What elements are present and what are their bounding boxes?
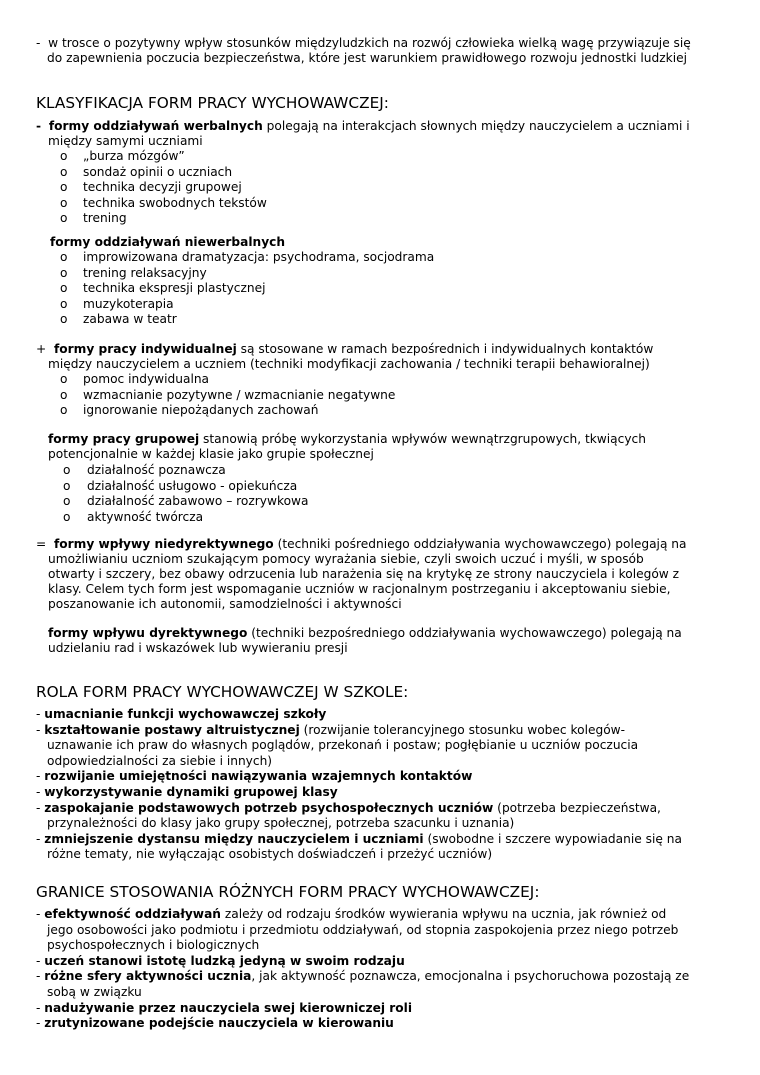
nonverbal-title-text: formy oddziaływań niewerbalnych: [50, 235, 286, 249]
limits-continuation: psychospołecznych i biologicznych: [47, 938, 260, 953]
verbal-forms-line-1: [36, 119, 690, 134]
nonverbal-forms-item: improwizowana dramatyzacja: psychodrama, socjodrama: [83, 250, 435, 264]
nonverbal-forms-item: technika ekspresji plastycznej: [83, 281, 266, 296]
verbal-forms-item: technika swobodnych tekstów: [83, 195, 267, 210]
nondirective-line-2: umożliwianiu uczniom szukającym pomocy wyrażania siebie, czyli swoich uczuć i myśli, w sposób: [48, 552, 644, 566]
role-dash: -: [36, 722, 45, 737]
group-forms-bullet: o: [63, 494, 71, 509]
verbal-forms-bullet: o: [60, 211, 68, 226]
section-heading-limits: GRANICE STOSOWANIA RÓŻNYCH FORM PRACY WYCHOWAWCZEJ:: [36, 883, 540, 901]
nonverbal-forms-bullet: o: [60, 281, 68, 296]
nondirective-line-3: otwarty i szczery, bez obawy odrzucenia lub narażenia się na krytykę ze strony nauczyciela i kolegów z: [48, 567, 680, 581]
verbal-forms-line-2: między samymi uczniami: [48, 134, 203, 148]
role-dash: -: [36, 831, 45, 846]
verbal-forms-item: „burza mózgów”: [83, 149, 185, 163]
nonverbal-forms-bullet: o: [60, 296, 68, 311]
role-bold: umacnianie funkcji wychowawczej szkoły: [44, 707, 327, 721]
role-bold: zmniejszenie dystansu między nauczycielem i uczniami: [44, 831, 424, 846]
nonverbal-forms-bullet: o: [60, 265, 68, 280]
verbal-forms-item: technika decyzji grupowej: [83, 180, 242, 195]
limits-bold: uczeń stanowi istotę ludzką jedyną w swoim rodzaju: [44, 953, 405, 968]
group-forms-item: działalność zabawowo – rozrywkowa: [87, 494, 309, 509]
intro-marker: -: [36, 36, 41, 50]
limits-bold: różne sfery aktywności ucznia: [44, 969, 252, 984]
role-bold: rozwijanie umiejętności nawiązywania wzajemnych kontaktów: [44, 769, 473, 784]
nondirective-line-4: klasy. Celem tych form jest wspomaganie uczniów w racjonalnym postrzeganiu i akceptowaniu siebie,: [48, 582, 671, 596]
nonverbal-forms-title: [50, 235, 285, 250]
role-continuation: odpowiedzialności za siebie i innych): [47, 753, 273, 768]
limits-bold: nadużywanie przez nauczyciela swej kierowniczej roli: [44, 1000, 413, 1015]
limits-dash: -: [36, 907, 45, 921]
role-continuation: uznawanie ich praw do własnych poglądów, przekonań i postaw; pogłębianie u uczniów poczucia: [47, 738, 639, 753]
individual-forms-bullet: o: [60, 403, 68, 418]
nondirective-marker: =: [36, 537, 47, 551]
verbal-marker: -: [36, 119, 42, 133]
nonverbal-forms-bullet: o: [60, 312, 68, 327]
verbal-forms-bullet: o: [60, 195, 68, 210]
role-item: [36, 769, 472, 784]
individual-forms-line-2: między nauczycielem a uczniem (techniki modyfikacji zachowania / techniki terapii behawioralnej): [48, 357, 650, 371]
limits-item: [36, 1016, 394, 1031]
limits-item: [36, 969, 689, 984]
group-forms-bullet: o: [63, 463, 71, 477]
limits-continuation: jego osobowości jako podmiotu i przedmiotu oddziaływań, od stopnia zaspokojenia przez niego potrzeb: [47, 922, 679, 937]
directive-line-1: [48, 626, 682, 641]
role-dash: -: [36, 785, 45, 799]
role-item: [36, 832, 682, 847]
group-forms-desc: stanowią próbę wykorzystania wpływów wewnątrzgrupowych, tkwiących: [203, 432, 646, 446]
individual-forms-desc: są stosowane w ramach bezpośrednich i indywidualnych kontaktów: [240, 342, 654, 356]
group-forms-title: formy pracy grupowej: [48, 432, 200, 446]
role-bold: wykorzystywanie dynamiki grupowej klasy: [44, 785, 338, 799]
nonverbal-forms-item: trening relaksacyjny: [83, 265, 207, 280]
individual-forms-item: wzmacnianie pozytywne / wzmacnianie negatywne: [83, 387, 396, 402]
directive-desc: (techniki bezpośredniego oddziaływania wychowawczego) polegają na: [251, 626, 682, 640]
role-rest: (swobodne i szczere wypowiadanie się na: [423, 831, 682, 846]
nondirective-line-5: poszanowanie ich autonomii, samodzielności i aktywności: [48, 597, 402, 611]
verbal-forms-desc: polegają na interakcjach słownych między nauczycielem a uczniami i: [266, 119, 690, 133]
individual-forms-item: ignorowanie niepożądanych zachowań: [83, 403, 319, 418]
verbal-forms-item: trening: [83, 211, 127, 226]
nondirective-title: formy wpływy niedyrektywnego: [53, 537, 274, 551]
nonverbal-forms-item: muzykoterapia: [83, 296, 174, 311]
role-dash: -: [36, 707, 45, 721]
directive-title: formy wpływu dyrektywnego: [48, 626, 248, 640]
limits-item: [36, 954, 405, 969]
role-bold: kształtowanie postawy altruistycznej: [44, 722, 300, 737]
role-rest: (potrzeba bezpieczeństwa,: [493, 800, 661, 815]
limits-bold: efektywność oddziaływań: [44, 907, 221, 921]
role-item: [36, 707, 326, 722]
group-forms-item: działalność usługowo - opiekuńcza: [87, 478, 298, 493]
directive-line-2: udzielaniu rad i wskazówek lub wywieraniu presji: [48, 641, 348, 655]
verbal-forms-title: formy oddziaływań werbalnych: [48, 119, 263, 133]
role-dash: -: [36, 800, 45, 815]
individual-forms-title: formy pracy indywidualnej: [53, 342, 237, 356]
role-bold: zaspokajanie podstawowych potrzeb psychospołecznych uczniów: [44, 800, 494, 815]
verbal-forms-bullet: o: [60, 149, 68, 163]
group-forms-item: aktywność twórcza: [87, 509, 204, 524]
role-item: [36, 785, 338, 800]
limits-rest: , jak aktywność poznawcza, emocjonalna i psychoruchowa pozostają ze: [251, 969, 690, 984]
intro-text-1: w trosce o pozytywny wpływ stosunków międzyludzkich na rozwój człowieka wielką wagę przywiązuje się: [48, 36, 691, 50]
limits-bold: zrutynizowane podejście nauczyciela w kierowaniu: [44, 1016, 394, 1031]
individual-forms-item: pomoc indywidualna: [83, 372, 210, 386]
role-item: [36, 723, 625, 738]
role-item: [36, 801, 661, 816]
role-rest: (rozwijanie tolerancyjnego stosunku wobec kolegów-: [299, 722, 626, 737]
limits-dash: -: [36, 969, 45, 984]
limits-dash: -: [36, 953, 45, 968]
verbal-forms-item: sondaż opinii o uczniach: [83, 164, 233, 179]
verbal-forms-bullet: o: [60, 180, 68, 195]
role-dash: -: [36, 769, 45, 784]
intro-line-2: do zapewnienia poczucia bezpieczeństwa, które jest warunkiem prawidłowego rozwoju jednostki ludzkiej: [47, 51, 687, 65]
intro-line-1: [36, 36, 691, 51]
group-forms-line-1: [48, 432, 646, 447]
nonverbal-forms-bullet: o: [60, 250, 68, 264]
section-heading-classification: KLASYFIKACJA FORM PRACY WYCHOWAWCZEJ:: [36, 94, 389, 112]
group-forms-item: działalność poznawcza: [87, 463, 226, 477]
limits-dash: -: [36, 1000, 45, 1015]
nondirective-desc: (techniki pośredniego oddziaływania wychowawczego) polegają na: [277, 537, 687, 551]
group-forms-line-2: potencjonalnie w każdej klasie jako grupie społecznej: [48, 447, 374, 461]
individual-forms-bullet: o: [60, 372, 68, 386]
limits-item: [36, 1001, 412, 1016]
verbal-forms-bullet: o: [60, 164, 68, 179]
limits-dash: -: [36, 1016, 45, 1031]
limits-rest: zależy od rodzaju środków wywierania wpływu na ucznia, jak również od: [220, 907, 667, 921]
limits-item: [36, 907, 666, 922]
group-forms-bullet: o: [63, 478, 71, 493]
role-continuation: przynależności do klasy jako grupy społecznej, potrzeba szacunku i uznania): [47, 816, 515, 831]
section-heading-role: ROLA FORM PRACY WYCHOWAWCZEJ W SZKOLE:: [36, 683, 409, 701]
individual-forms-line-1: [36, 342, 653, 357]
individual-forms-bullet: o: [60, 387, 68, 402]
nonverbal-forms-item: zabawa w teatr: [83, 312, 177, 327]
individual-marker: +: [36, 342, 47, 356]
group-forms-bullet: o: [63, 509, 71, 524]
role-continuation: różne tematy, nie wyłączając osobistych doświadczeń i przeżyć uczniów): [47, 847, 493, 862]
nondirective-line-1: [36, 537, 686, 552]
limits-continuation: sobą w związku: [47, 985, 142, 999]
